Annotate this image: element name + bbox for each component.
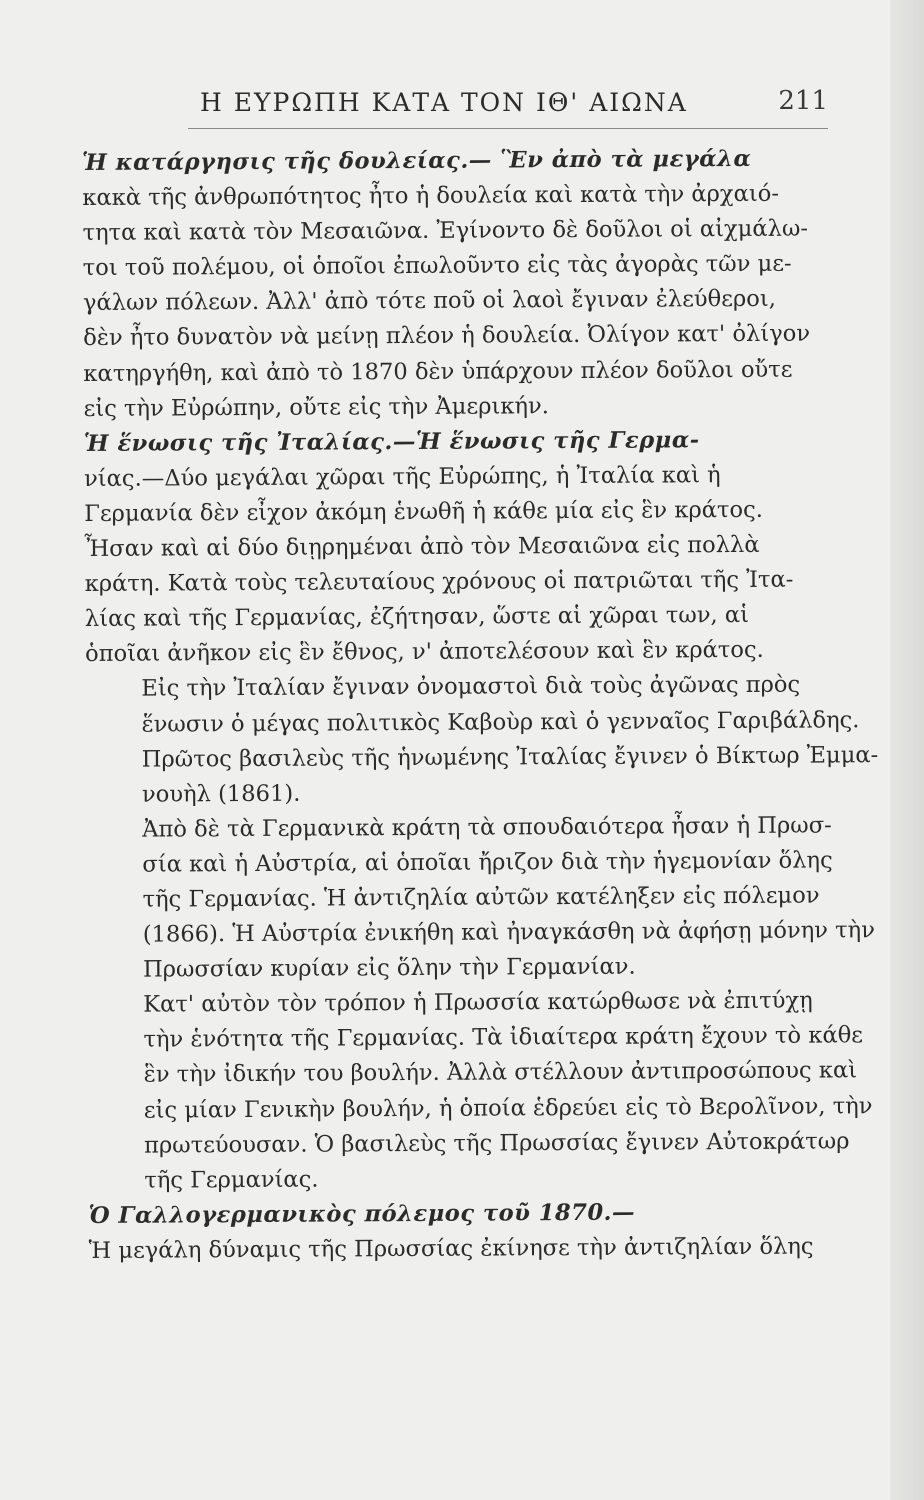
- header-rule: [188, 128, 828, 129]
- line-18: Πρῶτος βασιλεὺς τῆς ἡνωμένης Ἰταλίας ἔγινεν ὁ Βίκτωρ Ἐμμα-: [141, 741, 879, 773]
- line-32: Ἡ μεγάλη δύναμις τῆς Πρωσσίας ἐκίνησε τὴν ἀντιζηλίαν ὅλης: [88, 1233, 814, 1264]
- paragraph-german-unity: [87, 984, 873, 1199]
- line-21: σία καὶ ἡ Αὐστρία, αἱ ὁποῖαι ἤριζον διὰ τὴν ἡγεμονίαν ὅλης: [142, 847, 833, 878]
- body-text: [82, 141, 879, 1269]
- page-header: [108, 88, 828, 128]
- line-25: Κατ' αὐτὸν τὸν τρόπον ἡ Πρωσσία κατώρθωσε νὰ ἐπιτύχῃ: [143, 987, 813, 1018]
- line-15: ὁποῖαι ἀνῆκον εἰς ἓν ἔθνος, ν' ἀποτελέσουν καὶ ἓν κράτος.: [85, 637, 764, 668]
- line-23: (1866). Ἡ Αὐστρία ἐνικήθη καὶ ἠναγκάσθη νὰ ἀφήσῃ μόνην τὴν: [142, 917, 875, 948]
- paragraph-italy: [85, 668, 879, 813]
- line-27: ἓν τὴν ἰδικήν του βουλήν. Ἀλλὰ στέλλουν ἀντιπροσώπους καὶ: [143, 1057, 858, 1089]
- line-14: λίας καὶ τῆς Γερμανίας, ἐζήτησαν, ὥστε αἱ χῶραι των, αἱ: [84, 602, 750, 633]
- running-title: Η ΕΥΡΩΠΗ ΚΑΤΑ ΤΟΝ ΙΘ' ΑΙΩΝΑ: [200, 88, 688, 117]
- line-31: [88, 1194, 848, 1234]
- line-7: κατηργήθη, καὶ ἀπὸ τὸ 1870 δὲν ὑπάρχουν πλέον δοῦλοι οὔτε: [83, 356, 793, 387]
- paragraph-abolition-of-slavery: [82, 141, 844, 426]
- paragraph-unification: [84, 422, 845, 672]
- paragraph-franco-prussian-war: [88, 1194, 848, 1269]
- line-29: πρωτεύουσαν. Ὁ βασιλεὺς τῆς Πρωσσίας ἔγινεν Αὐτοκράτωρ: [144, 1127, 850, 1159]
- line-30: τῆς Γερμανίας.: [144, 1166, 319, 1194]
- paragraph-prussia-austria: [86, 808, 875, 988]
- line-10: νίας.—Δύο μεγάλαι χῶραι τῆς Εὐρώπης, ἡ Ἰταλία καὶ ἡ: [83, 461, 721, 492]
- page-number: 211: [778, 86, 828, 116]
- line-19: νουὴλ (1861).: [141, 780, 301, 808]
- line-26: τὴν ἑνότητα τῆς Γερμανίας. Τὰ ἰδιαίτερα κράτη ἔχουν τὸ κάθε: [143, 1022, 864, 1053]
- section-heading-slavery: Ἡ κατάργησις τῆς δουλείας.— Ἓν ἀπὸ τὰ μεγάλα: [82, 145, 752, 176]
- line-9: [84, 422, 844, 462]
- line-22: τῆς Γερμανίας. Ἡ ἀντιζηλία αὐτῶν κατέληξεν εἰς πόλεμον: [142, 882, 820, 913]
- line-5: γάλων πόλεων. Ἀλλ' ἀπὸ τότε ποῦ οἱ λαοὶ ἔγιναν ἐλεύθεροι,: [82, 286, 776, 317]
- section-heading-war-1870: Ὁ Γαλλογερμανικὸς πόλεμος τοῦ 1870.—: [88, 1199, 636, 1229]
- line-16: Εἰς τὴν Ἰταλίαν ἔγιναν ὀνομαστοὶ διὰ τοὺς ἀγῶνας πρὸς: [141, 672, 801, 703]
- line-12: Ἦσαν καὶ αἱ δύο διῃρημέναι ἀπὸ τὸν Μεσαιῶνα εἰς πολλὰ: [84, 531, 760, 563]
- line-4: τοι τοῦ πολέμου, οἱ ὁποῖοι ἐπωλοῦντο εἰς τὰς ἀγορὰς τῶν με-: [82, 250, 792, 282]
- line-6: δὲν ἦτο δυνατὸν νὰ μείνῃ πλέον ἡ δουλεία. Ὀλίγον κατ' ὀλίγον: [83, 321, 811, 352]
- line-8: εἰς τὴν Εὐρώπην, οὔτε εἰς τὴν Ἀμερικήν.: [83, 392, 549, 422]
- line-13: κράτη. Κατὰ τοὺς τελευταίους χρόνους οἱ πατριῶται τῆς Ἰτα-: [84, 566, 794, 598]
- line-28: εἰς μίαν Γενικὴν βουλήν, ἡ ὁποία ἑδρεύει εἰς τὸ Βερολῖνον, τὴν: [143, 1092, 873, 1124]
- line-24: Πρωσσίαν κυρίαν εἰς ὅλην τὴν Γερμανίαν.: [142, 953, 636, 983]
- section-heading-unification: Ἡ ἕνωσις τῆς Ἰταλίας.—Ἡ ἕνωσις τῆς Γερμα-: [83, 426, 700, 457]
- line-11: Γερμανία δὲν εἶχον ἀκόμη ἑνωθῆ ἡ κάθε μία εἰς ἓν κράτος.: [84, 496, 763, 527]
- line-3: τητα καὶ κατὰ τὸν Μεσαιῶνα. Ἐγίνοντο δὲ δοῦλοι οἱ αἰχμάλω-: [82, 215, 809, 247]
- line-2: κακὰ τῆς ἀνθρωπότητος ἦτο ἡ δουλεία καὶ κατὰ τὴν ἀρχαιό-: [82, 180, 780, 212]
- page-edge: [890, 0, 924, 1500]
- line-17: ἕνωσιν ὁ μέγας πολιτικὸς Καβοὺρ καὶ ὁ γενναῖος Γαριβάλδης.: [141, 706, 860, 738]
- line-1: [82, 141, 842, 181]
- line-20: Ἀπὸ δὲ τὰ Γερμανικὰ κράτη τὰ σπουδαιότερα ἦσαν ἡ Πρωσ-: [142, 812, 832, 843]
